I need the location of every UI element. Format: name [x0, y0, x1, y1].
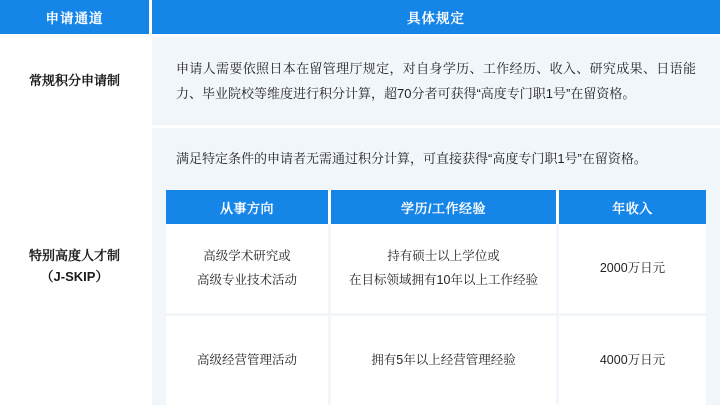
jskip-row2-income: 4000万日元	[559, 316, 706, 405]
jskip-header-income: 年收入	[559, 190, 706, 224]
jskip-intro	[152, 128, 720, 190]
standard-points-description: 申请人需要依照日本在留管理厅规定，对自身学历、工作经历、收入、研究成果、日语能力、毕业院校等维度进行积分计算，超70分者可获得“高度专门职1号”在留资格。	[176, 60, 696, 101]
row-content-jskip	[152, 128, 720, 405]
jskip-criteria-row-1	[166, 224, 706, 313]
row-label-standard-points: 常规积分申请制	[0, 37, 152, 125]
jskip-criteria-table	[152, 190, 720, 405]
jskip-intro-text: 满足特定条件的申请者无需通过积分计算，可直接获得“高度专门职1号”在留资格。	[176, 151, 647, 167]
jskip-row1-direction	[166, 224, 331, 313]
jskip-row2-direction-line1: 高级经营管理活动	[196, 352, 297, 367]
row-label-jskip-line1: 特别高度人才制	[28, 247, 120, 263]
jskip-row1-direction-line1: 高级学术研究或	[203, 249, 291, 264]
jskip-header-experience: 学历/工作经验	[331, 190, 559, 224]
jskip-row1-experience-line2: 在目标领域拥有10年以上工作经验	[349, 272, 538, 287]
header-cell-channel: 申请通道	[0, 0, 152, 34]
jskip-row2-experience	[331, 316, 559, 405]
table-header-row	[0, 0, 720, 34]
table-row-standard-points	[0, 37, 720, 125]
jskip-row1-experience-line1: 持有硕士以上学位或	[387, 249, 500, 264]
jskip-row1-income: 2000万日元	[559, 224, 706, 313]
jskip-row2-direction	[166, 316, 331, 405]
jskip-header-direction: 从事方向	[166, 190, 331, 224]
jskip-row1-experience	[331, 224, 559, 313]
jskip-row2-experience-line1: 拥有5年以上经营管理经验	[371, 352, 516, 367]
jskip-row1-direction-line2: 高级专业技术活动	[196, 272, 297, 287]
jskip-criteria-header-row	[166, 190, 706, 224]
row-label-jskip-line2: （J-SKIP）	[40, 268, 109, 284]
header-cell-rules: 具体规定	[152, 0, 720, 34]
jskip-criteria-row-2	[166, 316, 706, 405]
row-content-standard-points	[152, 37, 720, 125]
table-row-jskip	[0, 128, 720, 405]
row-label-jskip	[0, 128, 152, 405]
